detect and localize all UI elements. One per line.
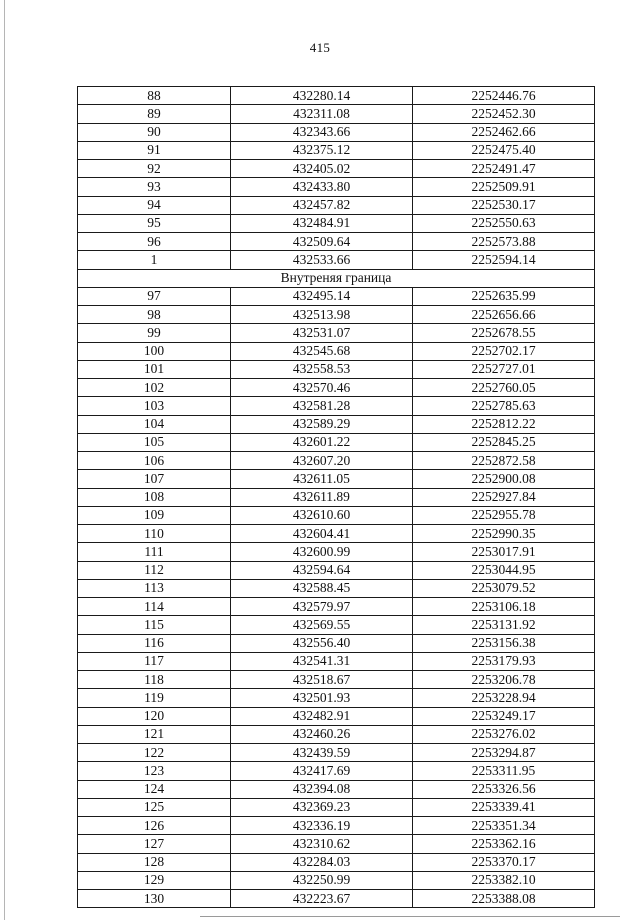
x-coordinate-cell: 432369.23 [231,798,413,816]
table-row [78,379,595,397]
table-row [78,105,595,123]
table-row [78,196,595,214]
y-coordinate-cell: 2252635.99 [413,287,595,305]
point-number-cell: 104 [78,415,231,433]
table-row [78,725,595,743]
point-number-cell: 120 [78,707,231,725]
x-coordinate-cell: 432604.41 [231,525,413,543]
y-coordinate-cell: 2253079.52 [413,579,595,597]
x-coordinate-cell: 432394.08 [231,780,413,798]
y-coordinate-cell: 2252530.17 [413,196,595,214]
point-number-cell: 128 [78,853,231,871]
table-row [78,433,595,451]
table-row [78,543,595,561]
x-coordinate-cell: 432581.28 [231,397,413,415]
point-number-cell: 102 [78,379,231,397]
x-coordinate-cell: 432513.98 [231,306,413,324]
point-number-cell: 111 [78,543,231,561]
table-row [78,707,595,725]
x-coordinate-cell: 432457.82 [231,196,413,214]
section-row [78,269,595,287]
y-coordinate-cell: 2253294.87 [413,744,595,762]
x-coordinate-cell: 432482.91 [231,707,413,725]
y-coordinate-cell: 2253388.08 [413,890,595,908]
y-coordinate-cell: 2253249.17 [413,707,595,725]
point-number-cell: 98 [78,306,231,324]
x-coordinate-cell: 432417.69 [231,762,413,780]
point-number-cell: 91 [78,141,231,159]
x-coordinate-cell: 432223.67 [231,890,413,908]
x-coordinate-cell: 432556.40 [231,634,413,652]
point-number-cell: 101 [78,360,231,378]
point-number-cell: 126 [78,817,231,835]
section-title: Внутреняя граница [78,269,595,287]
table-row [78,87,595,105]
y-coordinate-cell: 2253156.38 [413,634,595,652]
table-row [78,360,595,378]
x-coordinate-cell: 432509.64 [231,233,413,251]
y-coordinate-cell: 2253370.17 [413,853,595,871]
table-row [78,488,595,506]
x-coordinate-cell: 432610.60 [231,506,413,524]
table-row [78,306,595,324]
y-coordinate-cell: 2252573.88 [413,233,595,251]
section-header [78,269,595,287]
x-coordinate-cell: 432541.31 [231,652,413,670]
x-coordinate-cell: 432495.14 [231,287,413,305]
x-coordinate-cell: 432336.19 [231,817,413,835]
x-coordinate-cell: 432405.02 [231,160,413,178]
point-number-cell: 89 [78,105,231,123]
x-coordinate-cell: 432310.62 [231,835,413,853]
point-number-cell: 130 [78,890,231,908]
y-coordinate-cell: 2253044.95 [413,561,595,579]
y-coordinate-cell: 2252845.25 [413,433,595,451]
point-number-cell: 122 [78,744,231,762]
y-coordinate-cell: 2253351.34 [413,817,595,835]
y-coordinate-cell: 2252462.66 [413,123,595,141]
table-row [78,233,595,251]
table-row [78,470,595,488]
table-row [78,652,595,670]
y-coordinate-cell: 2252446.76 [413,87,595,105]
x-coordinate-cell: 432518.67 [231,671,413,689]
x-coordinate-cell: 432600.99 [231,543,413,561]
table-row [78,123,595,141]
x-coordinate-cell: 432484.91 [231,214,413,232]
y-coordinate-cell: 2252491.47 [413,160,595,178]
point-number-cell: 99 [78,324,231,342]
point-number-cell: 107 [78,470,231,488]
y-coordinate-cell: 2253339.41 [413,798,595,816]
x-coordinate-cell: 432501.93 [231,689,413,707]
table-row [78,871,595,889]
y-coordinate-cell: 2252900.08 [413,470,595,488]
point-number-cell: 119 [78,689,231,707]
y-coordinate-cell: 2252475.40 [413,141,595,159]
y-coordinate-cell: 2253311.95 [413,762,595,780]
x-coordinate-cell: 432533.66 [231,251,413,269]
point-number-cell: 124 [78,780,231,798]
y-coordinate-cell: 2252702.17 [413,342,595,360]
y-coordinate-cell: 2253179.93 [413,652,595,670]
y-coordinate-cell: 2252550.63 [413,214,595,232]
x-coordinate-cell: 432433.80 [231,178,413,196]
point-number-cell: 106 [78,452,231,470]
point-number-cell: 1 [78,251,231,269]
scan-edge-line [200,916,620,917]
y-coordinate-cell: 2252509.91 [413,178,595,196]
y-coordinate-cell: 2253106.18 [413,598,595,616]
x-coordinate-cell: 432601.22 [231,433,413,451]
point-number-cell: 123 [78,762,231,780]
point-number-cell: 103 [78,397,231,415]
point-number-cell: 97 [78,287,231,305]
table-row [78,798,595,816]
x-coordinate-cell: 432311.08 [231,105,413,123]
table-row [78,178,595,196]
table-row [78,853,595,871]
y-coordinate-cell: 2253228.94 [413,689,595,707]
table-row [78,598,595,616]
x-coordinate-cell: 432588.45 [231,579,413,597]
x-coordinate-cell: 432460.26 [231,725,413,743]
point-number-cell: 105 [78,433,231,451]
y-coordinate-cell: 2252955.78 [413,506,595,524]
y-coordinate-cell: 2253276.02 [413,725,595,743]
point-number-cell: 108 [78,488,231,506]
page-number: 415 [309,40,331,55]
table-row [78,835,595,853]
x-coordinate-cell: 432250.99 [231,871,413,889]
table-row [78,561,595,579]
x-coordinate-cell: 432531.07 [231,324,413,342]
y-coordinate-cell: 2253362.16 [413,835,595,853]
outer-boundary-rows [78,87,595,270]
y-coordinate-cell: 2252927.84 [413,488,595,506]
point-number-cell: 109 [78,506,231,524]
x-coordinate-cell: 432439.59 [231,744,413,762]
table-row [78,762,595,780]
table-row [78,324,595,342]
x-coordinate-cell: 432284.03 [231,853,413,871]
table-row [78,506,595,524]
point-number-cell: 114 [78,598,231,616]
y-coordinate-cell: 2252872.58 [413,452,595,470]
table-row [78,890,595,908]
point-number-cell: 116 [78,634,231,652]
y-coordinate-cell: 2252990.35 [413,525,595,543]
table-row [78,744,595,762]
point-number-cell: 93 [78,178,231,196]
table-row [78,616,595,634]
y-coordinate-cell: 2252785.63 [413,397,595,415]
point-number-cell: 88 [78,87,231,105]
table-row [78,689,595,707]
point-number-cell: 112 [78,561,231,579]
point-number-cell: 129 [78,871,231,889]
point-number-cell: 117 [78,652,231,670]
y-coordinate-cell: 2253206.78 [413,671,595,689]
point-number-cell: 121 [78,725,231,743]
y-coordinate-cell: 2253131.92 [413,616,595,634]
x-coordinate-cell: 432375.12 [231,141,413,159]
x-coordinate-cell: 432594.64 [231,561,413,579]
y-coordinate-cell: 2253382.10 [413,871,595,889]
table-row [78,160,595,178]
point-number-cell: 94 [78,196,231,214]
x-coordinate-cell: 432611.89 [231,488,413,506]
point-number-cell: 115 [78,616,231,634]
y-coordinate-cell: 2252594.14 [413,251,595,269]
y-coordinate-cell: 2252727.01 [413,360,595,378]
table-row [78,397,595,415]
point-number-cell: 95 [78,214,231,232]
table-row [78,415,595,433]
x-coordinate-cell: 432569.55 [231,616,413,634]
y-coordinate-cell: 2252452.30 [413,105,595,123]
coordinates-table [77,86,595,908]
table-row [78,214,595,232]
point-number-cell: 90 [78,123,231,141]
table-row [78,671,595,689]
point-number-cell: 92 [78,160,231,178]
table-row [78,251,595,269]
table-row [78,342,595,360]
point-number-cell: 125 [78,798,231,816]
y-coordinate-cell: 2253326.56 [413,780,595,798]
point-number-cell: 127 [78,835,231,853]
y-coordinate-cell: 2252760.05 [413,379,595,397]
point-number-cell: 110 [78,525,231,543]
table-row [78,287,595,305]
table-row [78,452,595,470]
y-coordinate-cell: 2253017.91 [413,543,595,561]
y-coordinate-cell: 2252656.66 [413,306,595,324]
table-row [78,141,595,159]
table-row [78,780,595,798]
y-coordinate-cell: 2252812.22 [413,415,595,433]
x-coordinate-cell: 432280.14 [231,87,413,105]
x-coordinate-cell: 432607.20 [231,452,413,470]
x-coordinate-cell: 432589.29 [231,415,413,433]
table-row [78,634,595,652]
x-coordinate-cell: 432545.68 [231,342,413,360]
table-row [78,579,595,597]
x-coordinate-cell: 432343.66 [231,123,413,141]
inner-boundary-rows [78,287,595,908]
point-number-cell: 113 [78,579,231,597]
table-row [78,817,595,835]
x-coordinate-cell: 432611.05 [231,470,413,488]
scan-margin-line [4,0,5,920]
x-coordinate-cell: 432570.46 [231,379,413,397]
x-coordinate-cell: 432558.53 [231,360,413,378]
point-number-cell: 96 [78,233,231,251]
point-number-cell: 118 [78,671,231,689]
point-number-cell: 100 [78,342,231,360]
x-coordinate-cell: 432579.97 [231,598,413,616]
y-coordinate-cell: 2252678.55 [413,324,595,342]
table-row [78,525,595,543]
